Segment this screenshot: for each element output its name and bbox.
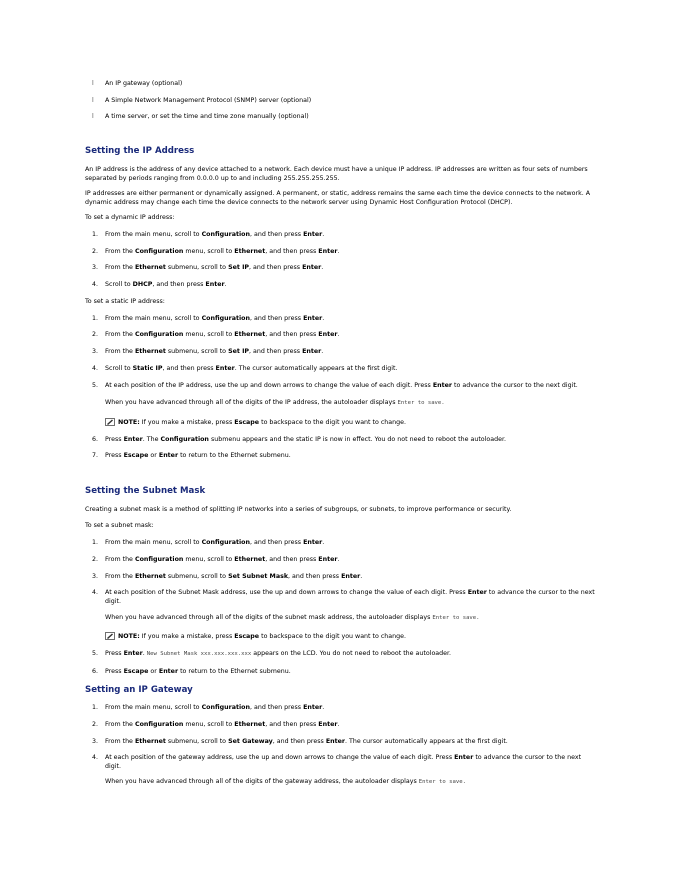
paragraph: Creating a subnet mask is a method of splitting IP networks into a series of subgroups, or subnets, to improve performance or security. bbox=[85, 506, 512, 513]
note-pencil-icon bbox=[105, 632, 115, 640]
paragraph: To set a subnet mask: bbox=[85, 522, 154, 529]
paragraph: IP addresses are either permanent or dynamically assigned. A permanent, or static, address remains the same each time the device connects to the network. A dynamic address may change each time the device connects to the network server using Dynamic Host Configuration Protocol (DHCP). bbox=[85, 190, 591, 206]
note-box: NOTE: If you make a mistake, press Escape to backspace to the digit you want to change. bbox=[105, 418, 406, 428]
section-heading-gateway: Setting an IP Gateway bbox=[85, 685, 193, 695]
list-subtext: When you have advanced through all of the digits of the gateway address, the autoloader displays Enter to save. bbox=[105, 778, 466, 785]
list-item: 3. From the Ethernet submenu, scroll to Set Subnet Mask, and then press Enter. bbox=[92, 573, 363, 580]
list-item: 1. From the main menu, scroll to Configuration, and then press Enter. bbox=[92, 704, 325, 711]
list-item: 1. From the main menu, scroll to Configuration, and then press Enter. bbox=[92, 315, 325, 322]
list-item: 3. From the Ethernet submenu, scroll to Set Gateway, and then press Enter. The cursor automatically appears at the first digit. bbox=[92, 738, 508, 745]
bullet-item: l An IP gateway (optional) bbox=[92, 80, 183, 87]
bullet-item: l A Simple Network Management Protocol (SNMP) server (optional) bbox=[92, 97, 312, 104]
list-item: 1. From the main menu, scroll to Configuration, and then press Enter. bbox=[92, 231, 325, 238]
list-item: 5. At each position of the IP address, use the up and down arrows to change the value of each digit. Press Enter to advance the cursor to the next digit. bbox=[92, 382, 578, 389]
list-item: 2. From the Configuration menu, scroll to Ethernet, and then press Enter. bbox=[92, 556, 340, 563]
list-item: 6. Press Enter. The Configuration submenu appears and the static IP is now in effect. You do not need to reboot the autoloader. bbox=[92, 436, 507, 443]
list-item: 7. Press Escape or Enter to return to the Ethernet submenu. bbox=[92, 452, 291, 459]
paragraph: To set a dynamic IP address: bbox=[85, 214, 175, 221]
paragraph: To set a static IP address: bbox=[85, 298, 165, 305]
list-item: 2. From the Configuration menu, scroll to Ethernet, and then press Enter. bbox=[92, 331, 340, 338]
note-pencil-icon bbox=[105, 418, 115, 426]
list-item: 1. From the main menu, scroll to Configuration, and then press Enter. bbox=[92, 539, 325, 546]
paragraph: An IP address is the address of any device attached to a network. Each device must have a unique IP address. IP addresses are written as four sets of numbers separated by periods ranging from 0.0.0.0 up to and including 255.255.255.255. bbox=[85, 166, 588, 182]
list-item: 4. Scroll to DHCP, and then press Enter. bbox=[92, 281, 227, 288]
list-subtext: When you have advanced through all of the digits of the subnet mask address, the autoloader displays Enter to save. bbox=[105, 614, 480, 621]
list-item: 2. From the Configuration menu, scroll to Ethernet, and then press Enter. bbox=[92, 721, 340, 728]
list-item: 3. From the Ethernet submenu, scroll to Set IP, and then press Enter. bbox=[92, 348, 324, 355]
note-box: NOTE: If you make a mistake, press Escape to backspace to the digit you want to change. bbox=[105, 632, 406, 642]
section-heading-ip: Setting the IP Address bbox=[85, 146, 195, 156]
section-heading-subnet: Setting the Subnet Mask bbox=[85, 486, 206, 496]
list-subtext: When you have advanced through all of the digits of the IP address, the autoloader displays Enter to save. bbox=[105, 399, 445, 406]
list-item: 4. At each position of the gateway address, use the up and down arrows to change the value of each digit. Press Enter to advance the cursor to the next digit. bbox=[92, 754, 582, 770]
list-item: 4. Scroll to Static IP, and then press Enter. The cursor automatically appears at the first digit. bbox=[92, 365, 398, 372]
list-item: 4. At each position of the Subnet Mask address, use the up and down arrows to change the value of each digit. Press Enter to advance the cursor to the next digit. bbox=[92, 589, 595, 605]
list-item: 2. From the Configuration menu, scroll to Ethernet, and then press Enter. bbox=[92, 248, 340, 255]
bullet-item: l A time server, or set the time and time zone manually (optional) bbox=[92, 113, 309, 120]
list-item: 5. Press Enter. New Subnet Mask xxx.xxx.xxx.xxx appears on the LCD. You do not need to reboot the autoloader. bbox=[92, 650, 452, 657]
list-item: 6. Press Escape or Enter to return to the Ethernet submenu. bbox=[92, 668, 291, 675]
list-item: 3. From the Ethernet submenu, scroll to Set IP, and then press Enter. bbox=[92, 264, 324, 271]
